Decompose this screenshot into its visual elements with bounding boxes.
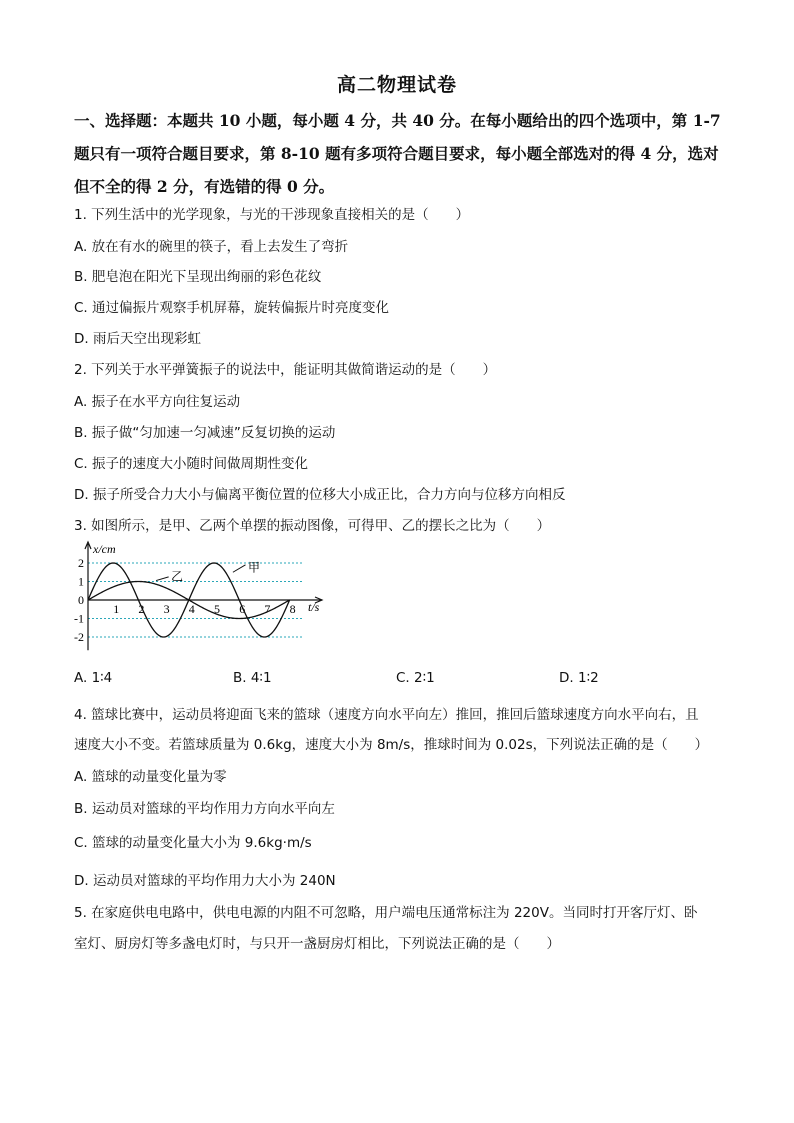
y-tick-label: -2	[74, 630, 84, 644]
series-label-leader	[233, 565, 246, 572]
question-4-stem-line-2: 速度大小不变。若篮球质量为 0.6kg，速度大小为 8m/s，推球时间为 0.02s，下列说法正确的是（ ）	[74, 737, 709, 753]
question-3-option-d[interactable]: D. 1∶2	[559, 670, 599, 686]
question-1-option-c[interactable]: C. 通过偏振片观察手机屏幕，旋转偏振片时亮度变化	[74, 300, 390, 316]
question-2-option-c[interactable]: C. 振子的速度大小随时间做周期性变化	[74, 456, 309, 472]
x-tick-label: 2	[138, 602, 145, 616]
series-label-leader	[156, 577, 169, 581]
oscillation-chart	[70, 536, 340, 664]
question-2-stem: 2. 下列关于水平弹簧振子的说法中，能证明其做简谐运动的是（ ）	[74, 362, 497, 378]
question-3-option-c[interactable]: C. 2∶1	[396, 670, 435, 686]
question-1-option-a[interactable]: A. 放在有水的碗里的筷子，看上去发生了弯折	[74, 239, 349, 255]
question-4-option-d[interactable]: D. 运动员对篮球的平均作用力大小为 240N	[74, 873, 336, 889]
question-4-option-b[interactable]: B. 运动员对篮球的平均作用力方向水平向左	[74, 801, 335, 817]
question-5-stem-line-1: 5. 在家庭供电电路中，供电电源的内阻不可忽略，用户端电压通常标注为 220V。当同时打开客厅灯、卧	[74, 905, 698, 921]
y-tick-label: 0	[78, 593, 84, 607]
y-tick-label: -1	[74, 611, 84, 626]
question-5-stem-line-2: 室灯、厨房灯等多盏电灯时，与只开一盏厨房灯相比，下列说法正确的是（ ）	[74, 936, 560, 952]
question-4-option-c[interactable]: C. 篮球的动量变化量大小为 9.6kg·m/s	[74, 835, 312, 851]
question-1-stem: 1. 下列生活中的光学现象，与光的干涉现象直接相关的是（ ）	[74, 207, 470, 223]
x-tick-label: 5	[214, 602, 220, 616]
page-title: 高二物理试卷	[336, 74, 457, 96]
x-tick-label: 3	[163, 602, 170, 616]
y-axis-label: x/cm	[93, 542, 116, 556]
x-tick-label: 8	[289, 602, 296, 616]
question-2-option-d[interactable]: D. 振子所受合力大小与偏离平衡位置的位移大小成正比，合力方向与位移方向相反	[74, 487, 566, 503]
section-header: 一、选择题：本题共 10 小题，每小题 4 分，共 40 分。在每小题给出的四个选项中，第 1-7 题只有一项符合题目要求，第 8-10 题有多项符合题目要求，每小题全部选对的得 4 分，选对但不全的得 2 分，有选错的得 0 分。	[74, 111, 721, 196]
question-4-stem-line-1: 4. 篮球比赛中，运动员将迎面飞来的篮球（速度方向水平向左）推回，推回后篮球速度方向水平向右，且	[74, 707, 699, 723]
question-1-option-d[interactable]: D. 雨后天空出现彩虹	[74, 331, 201, 347]
question-2-option-a[interactable]: A. 振子在水平方向往复运动	[74, 394, 241, 410]
question-4-option-a[interactable]: A. 篮球的动量变化量为零	[74, 769, 227, 785]
question-1-option-b[interactable]: B. 肥皂泡在阳光下呈现出绚丽的彩色花纹	[74, 269, 322, 285]
x-tick-label: 1	[113, 602, 120, 616]
x-tick-label: 4	[188, 602, 195, 616]
question-2-option-b[interactable]: B. 振子做“匀加速一匀减速”反复切换的运动	[74, 425, 336, 441]
series-label-jia: 甲	[248, 560, 261, 575]
x-tick-label: 6	[239, 602, 246, 616]
question-3-stem: 3. 如图所示，是甲、乙两个单摆的振动图像，可得甲、乙的摆长之比为（ ）	[74, 518, 551, 534]
question-3-option-b[interactable]: B. 4∶1	[233, 670, 272, 686]
x-tick-label: 7	[264, 602, 271, 616]
x-axis-label: t/s	[308, 600, 320, 614]
y-tick-label: 1	[78, 574, 84, 589]
question-3-option-a[interactable]: A. 1∶4	[74, 670, 113, 686]
y-tick-label: 2	[78, 556, 84, 570]
series-label-yi: 乙	[171, 569, 184, 584]
